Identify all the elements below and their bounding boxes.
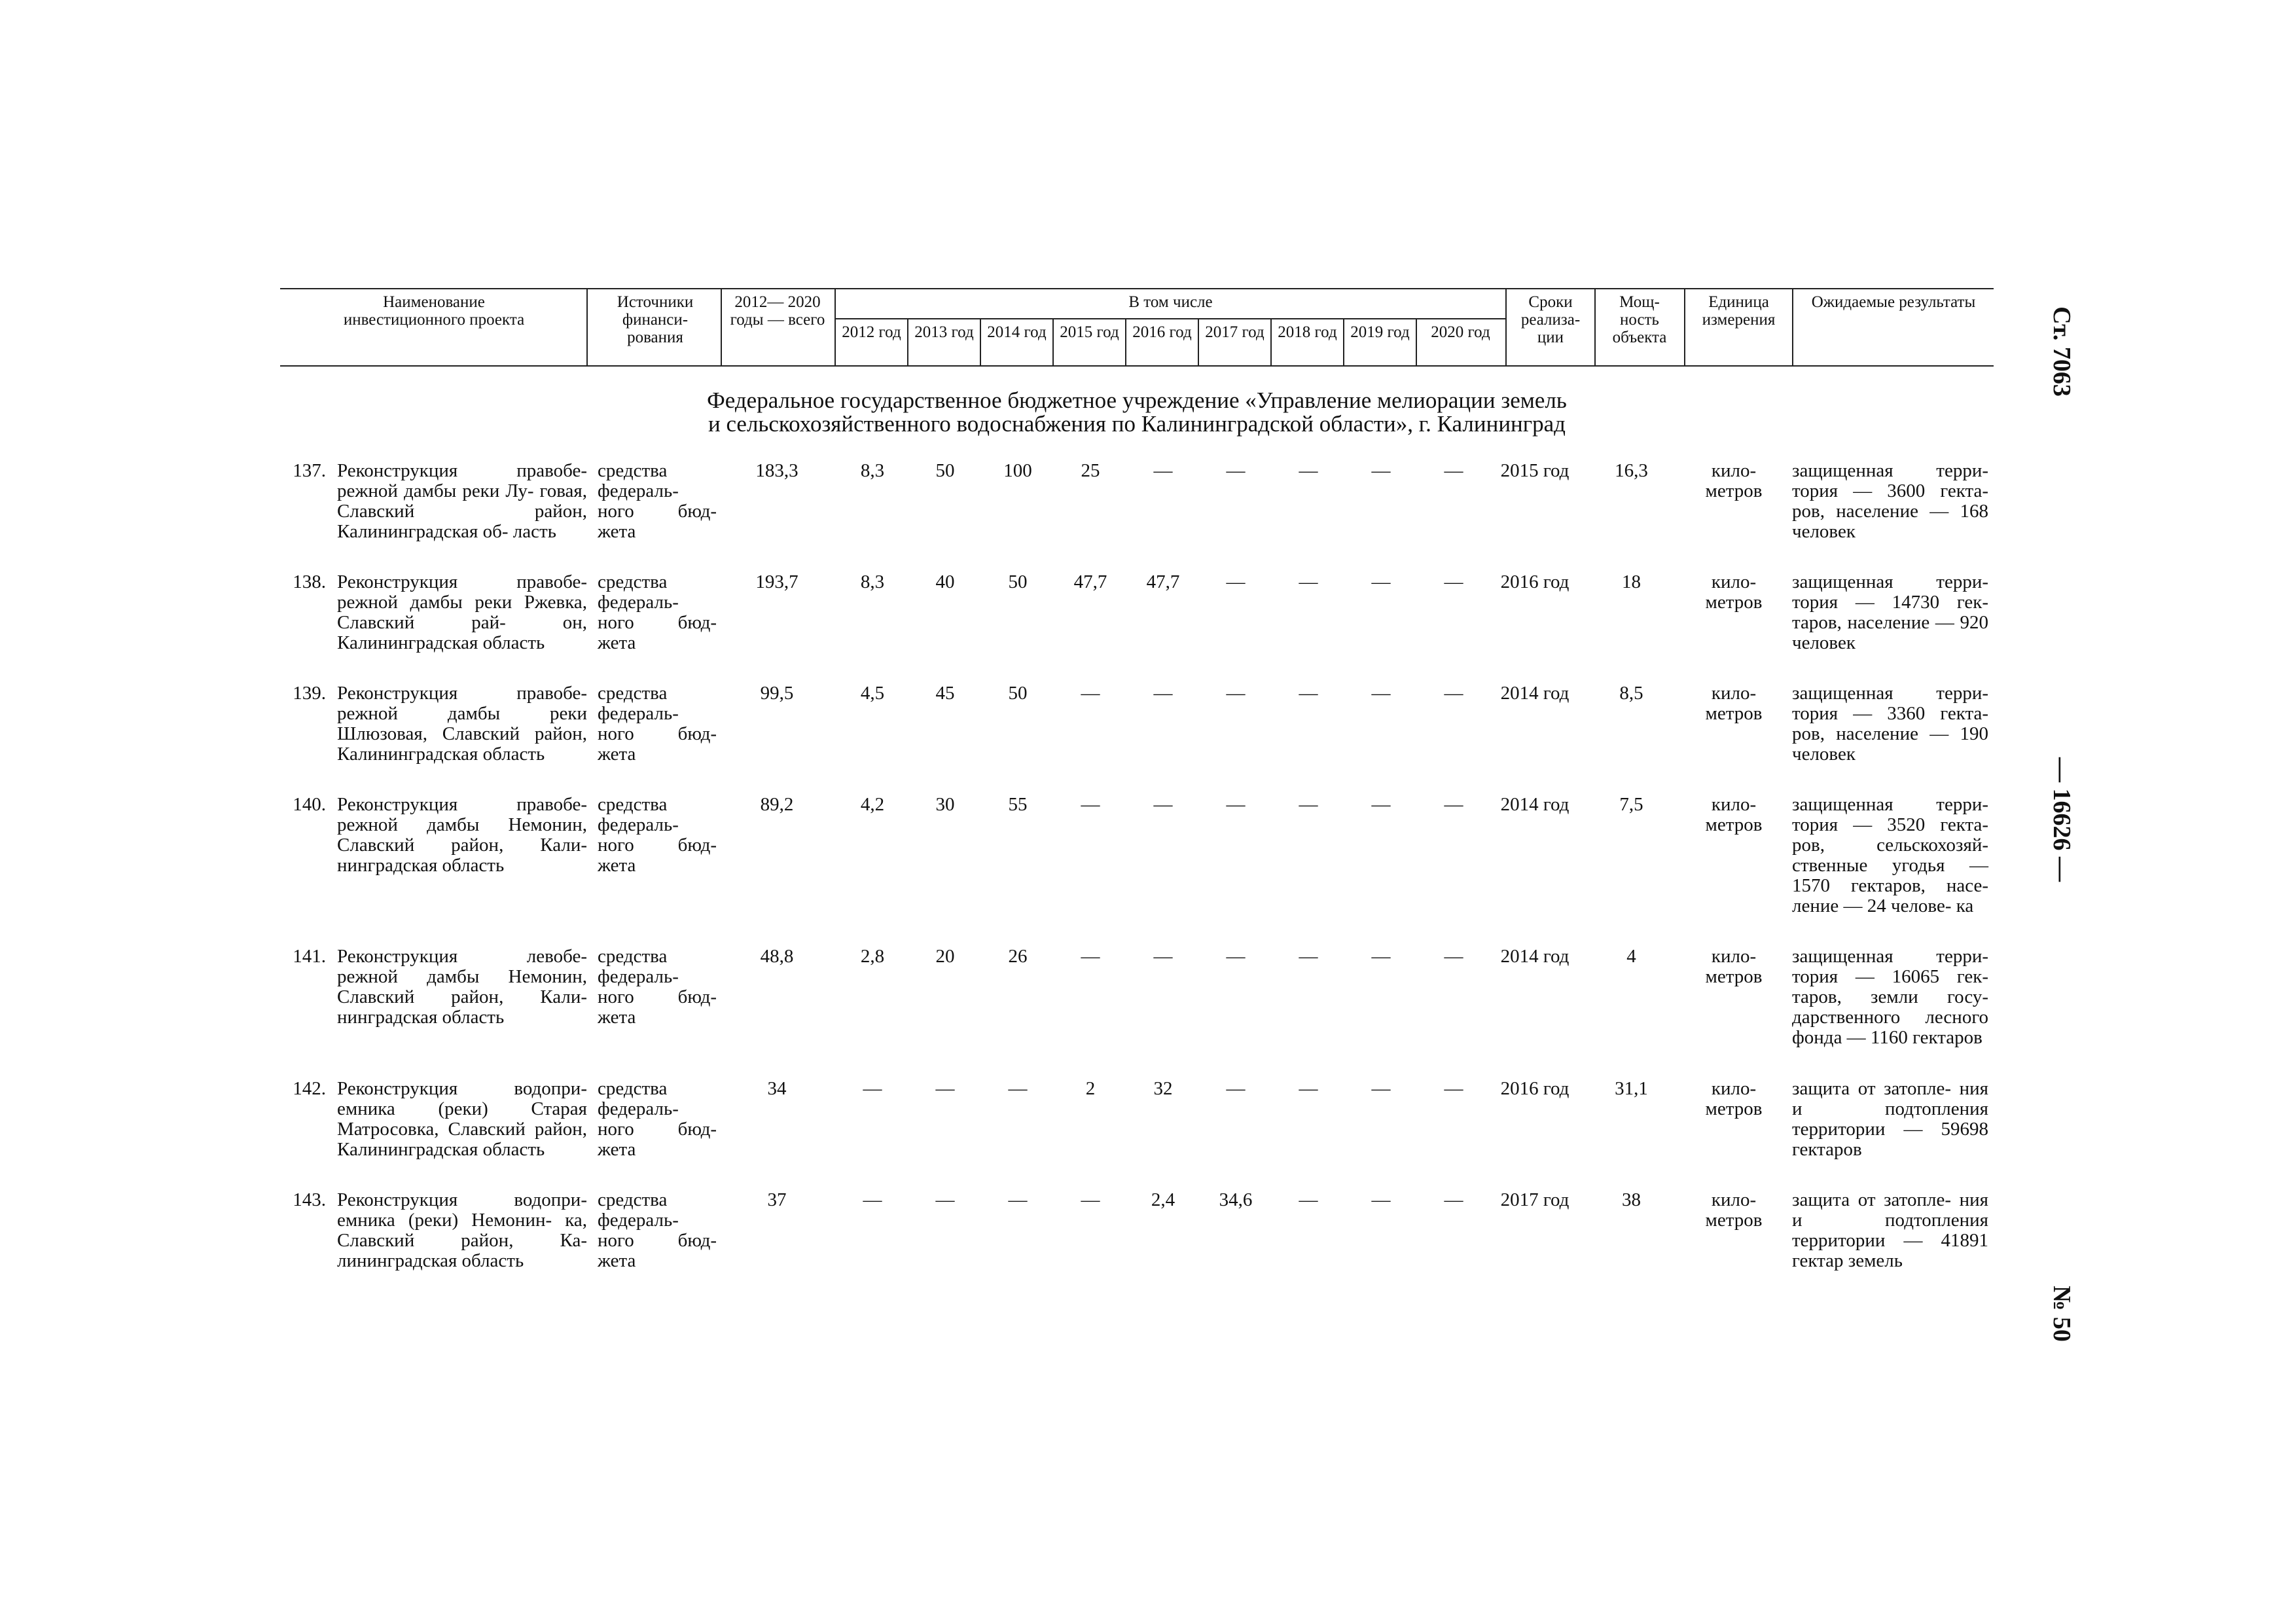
expected-result: защищенная терри- тория — 3360 гекта- ров, население — 190 человек bbox=[1792, 683, 1988, 765]
year-value: — bbox=[1444, 460, 1463, 481]
header-year: 2020 год bbox=[1431, 323, 1490, 341]
year-value: — bbox=[1371, 683, 1391, 704]
total-amount: 193,7 bbox=[755, 571, 798, 592]
year-value: 32 bbox=[1153, 1078, 1173, 1099]
header-year: 2019 год bbox=[1350, 323, 1410, 341]
implementation-term: 2017 год bbox=[1500, 1189, 1570, 1210]
year-value: — bbox=[1371, 1189, 1391, 1210]
unit-value: кило- метров bbox=[1705, 1078, 1763, 1119]
project-name: Реконструкция правобе- режной дамбы реки Ржевка, Славский рай- он, Калининградская область bbox=[337, 571, 587, 653]
header-name: Наименование инвестиционного проекта bbox=[343, 293, 525, 329]
section-title bbox=[280, 389, 1994, 436]
year-value: 20 bbox=[935, 946, 955, 967]
sheet-number: — 16626 — bbox=[2048, 757, 2075, 882]
year-value: — bbox=[863, 1078, 882, 1099]
header-year: 2017 год bbox=[1205, 323, 1265, 341]
year-value: — bbox=[1444, 571, 1463, 592]
year-value: — bbox=[1299, 794, 1318, 815]
total-amount: 99,5 bbox=[760, 683, 794, 704]
capacity-value: 18 bbox=[1622, 571, 1641, 592]
year-value: — bbox=[1299, 946, 1318, 967]
header-year: 2018 год bbox=[1278, 323, 1337, 341]
total-amount: 183,3 bbox=[755, 460, 798, 481]
year-value: — bbox=[1299, 1189, 1318, 1210]
row-number: 140. bbox=[293, 794, 326, 815]
funding-source: средства федераль- ного бюд- жета bbox=[598, 460, 717, 542]
header-sources: Источники финанси- рования bbox=[617, 293, 694, 346]
section-title-line: и сельскохозяйственного водоснабжения по Калининградской области», г. Калининград bbox=[708, 411, 1566, 437]
funding-source: средства федераль- ного бюд- жета bbox=[598, 1189, 717, 1271]
project-name: Реконструкция водопри- емника (реки) Старая Матросовка, Славский район, Калининградская область bbox=[337, 1078, 587, 1160]
year-value: — bbox=[1371, 946, 1391, 967]
header-year: 2013 год bbox=[914, 323, 974, 341]
header-year: 2016 год bbox=[1132, 323, 1192, 341]
year-value: — bbox=[1444, 1078, 1463, 1099]
year-value: — bbox=[1081, 946, 1100, 967]
year-value: 25 bbox=[1081, 460, 1100, 481]
year-value: — bbox=[1226, 460, 1246, 481]
year-value: 8,3 bbox=[860, 460, 885, 481]
expected-result: защищенная терри- тория — 14730 гек- таров, население — 920 человек bbox=[1792, 571, 1988, 653]
header-capacity: Мощ- ность объекта bbox=[1612, 293, 1667, 346]
page-number: Ст. 7063 bbox=[2048, 306, 2075, 397]
year-value: — bbox=[1226, 794, 1246, 815]
project-name: Реконструкция правобе- режной дамбы Немонин, Славский район, Кали- нинградская область bbox=[337, 794, 587, 876]
year-value: — bbox=[1226, 571, 1246, 592]
year-value: — bbox=[1444, 794, 1463, 815]
year-value: 47,7 bbox=[1146, 571, 1180, 592]
year-value: 100 bbox=[1003, 460, 1032, 481]
section-title-line: Федеральное государственное бюджетное учреждение «Управление мелиорации земель bbox=[707, 388, 1567, 413]
header-year: 2015 год bbox=[1060, 323, 1119, 341]
year-value: 40 bbox=[935, 571, 955, 592]
year-value: — bbox=[1371, 460, 1391, 481]
year-value: 4,5 bbox=[860, 683, 885, 704]
row-number: 142. bbox=[293, 1078, 326, 1099]
project-name: Реконструкция левобе- режной дамбы Немонин, Славский район, Кали- нинградская область bbox=[337, 946, 587, 1028]
unit-value: кило- метров bbox=[1705, 571, 1763, 613]
year-value: — bbox=[1226, 946, 1246, 967]
year-value: 4,2 bbox=[860, 794, 885, 815]
year-value: — bbox=[1153, 460, 1173, 481]
capacity-value: 16,3 bbox=[1615, 460, 1648, 481]
row-number: 141. bbox=[293, 946, 326, 967]
year-value: — bbox=[1444, 1189, 1463, 1210]
unit-value: кило- метров bbox=[1705, 1189, 1763, 1231]
issue-number: № 50 bbox=[2048, 1286, 2075, 1342]
capacity-value: 38 bbox=[1622, 1189, 1641, 1210]
project-name: Реконструкция правобе- режной дамбы реки Шлюзовая, Славский район, Калининградская область bbox=[337, 683, 587, 765]
year-value: — bbox=[1299, 1078, 1318, 1099]
unit-value: кило- метров bbox=[1705, 683, 1763, 724]
year-value: 8,3 bbox=[860, 571, 885, 592]
year-value: — bbox=[935, 1078, 955, 1099]
year-value: — bbox=[1299, 460, 1318, 481]
year-value: — bbox=[1153, 946, 1173, 967]
year-value: — bbox=[1371, 794, 1391, 815]
year-value: — bbox=[1226, 1078, 1246, 1099]
implementation-term: 2014 год bbox=[1500, 683, 1570, 704]
year-value: 2,8 bbox=[860, 946, 885, 967]
capacity-value: 31,1 bbox=[1615, 1078, 1648, 1099]
implementation-term: 2015 год bbox=[1500, 460, 1570, 481]
implementation-term: 2016 год bbox=[1500, 1078, 1570, 1099]
year-value: — bbox=[1153, 794, 1173, 815]
header-results: Ожидаемые результаты bbox=[1811, 293, 1976, 311]
header-terms: Сроки реализа- ции bbox=[1520, 293, 1581, 346]
header-including: В том числе bbox=[1128, 293, 1213, 311]
capacity-value: 4 bbox=[1626, 946, 1636, 967]
year-value: — bbox=[1153, 683, 1173, 704]
header-total: 2012— 2020 годы — всего bbox=[730, 293, 825, 329]
year-value: — bbox=[935, 1189, 955, 1210]
unit-value: кило- метров bbox=[1705, 946, 1763, 987]
year-value: — bbox=[1008, 1078, 1028, 1099]
year-value: 55 bbox=[1008, 794, 1028, 815]
year-value: — bbox=[1081, 1189, 1100, 1210]
year-value: 2,4 bbox=[1151, 1189, 1175, 1210]
header-year: 2012 год bbox=[842, 323, 901, 341]
year-value: — bbox=[863, 1189, 882, 1210]
project-name: Реконструкция водопри- емника (реки) Немонин- ка, Славский район, Ка- лининградская область bbox=[337, 1189, 587, 1271]
year-value: — bbox=[1226, 683, 1246, 704]
funding-source: средства федераль- ного бюд- жета bbox=[598, 683, 717, 765]
unit-value: кило- метров bbox=[1705, 794, 1763, 835]
year-value: — bbox=[1081, 794, 1100, 815]
total-amount: 37 bbox=[767, 1189, 787, 1210]
year-value: — bbox=[1299, 571, 1318, 592]
year-value: 50 bbox=[935, 460, 955, 481]
capacity-value: 8,5 bbox=[1619, 683, 1643, 704]
implementation-term: 2016 год bbox=[1500, 571, 1570, 592]
year-value: 2 bbox=[1085, 1078, 1096, 1099]
year-value: 47,7 bbox=[1073, 571, 1107, 592]
table-header bbox=[280, 288, 1994, 367]
expected-result: защита от затопле- ния и подтопления территории — 41891 гектар земель bbox=[1792, 1189, 1988, 1271]
row-number: 138. bbox=[293, 571, 326, 592]
capacity-value: 7,5 bbox=[1619, 794, 1643, 815]
year-value: 26 bbox=[1008, 946, 1028, 967]
funding-source: средства федераль- ного бюд- жета bbox=[598, 571, 717, 653]
implementation-term: 2014 год bbox=[1500, 794, 1570, 815]
year-value: — bbox=[1081, 683, 1100, 704]
year-value: 30 bbox=[935, 794, 955, 815]
year-value: — bbox=[1371, 571, 1391, 592]
year-value: — bbox=[1371, 1078, 1391, 1099]
total-amount: 48,8 bbox=[760, 946, 794, 967]
expected-result: защищенная терри- тория — 3520 гекта- ров, сельскохозяй- ственные угодья — 1570 гектаров, насе- ление — 24 челове- ка bbox=[1792, 794, 1988, 916]
funding-source: средства федераль- ного бюд- жета bbox=[598, 794, 717, 876]
year-value: — bbox=[1008, 1189, 1028, 1210]
project-name: Реконструкция правобе- режной дамбы реки Лу- говая, Славский район, Калининградская об- ласть bbox=[337, 460, 587, 542]
total-amount: 89,2 bbox=[760, 794, 794, 815]
year-value: 45 bbox=[935, 683, 955, 704]
expected-result: защищенная терри- тория — 16065 гек- таров, земли госу- дарственного лесного фонда — 1160 гектаров bbox=[1792, 946, 1988, 1048]
unit-value: кило- метров bbox=[1705, 460, 1763, 501]
expected-result: защита от затопле- ния и подтопления территории — 59698 гектаров bbox=[1792, 1078, 1988, 1160]
header-year: 2014 год bbox=[987, 323, 1047, 341]
expected-result: защищенная терри- тория — 3600 гекта- ров, население — 168 человек bbox=[1792, 460, 1988, 542]
implementation-term: 2014 год bbox=[1500, 946, 1570, 967]
year-value: 34,6 bbox=[1219, 1189, 1253, 1210]
year-value: — bbox=[1444, 946, 1463, 967]
funding-source: средства федераль- ного бюд- жета bbox=[598, 946, 717, 1028]
funding-source: средства федераль- ного бюд- жета bbox=[598, 1078, 717, 1160]
year-value: — bbox=[1444, 683, 1463, 704]
year-value: 50 bbox=[1008, 683, 1028, 704]
year-value: 50 bbox=[1008, 571, 1028, 592]
total-amount: 34 bbox=[767, 1078, 787, 1099]
year-value: — bbox=[1299, 683, 1318, 704]
row-number: 139. bbox=[293, 683, 326, 704]
row-number: 143. bbox=[293, 1189, 326, 1210]
row-number: 137. bbox=[293, 460, 326, 481]
header-unit: Единица измерения bbox=[1702, 293, 1776, 329]
